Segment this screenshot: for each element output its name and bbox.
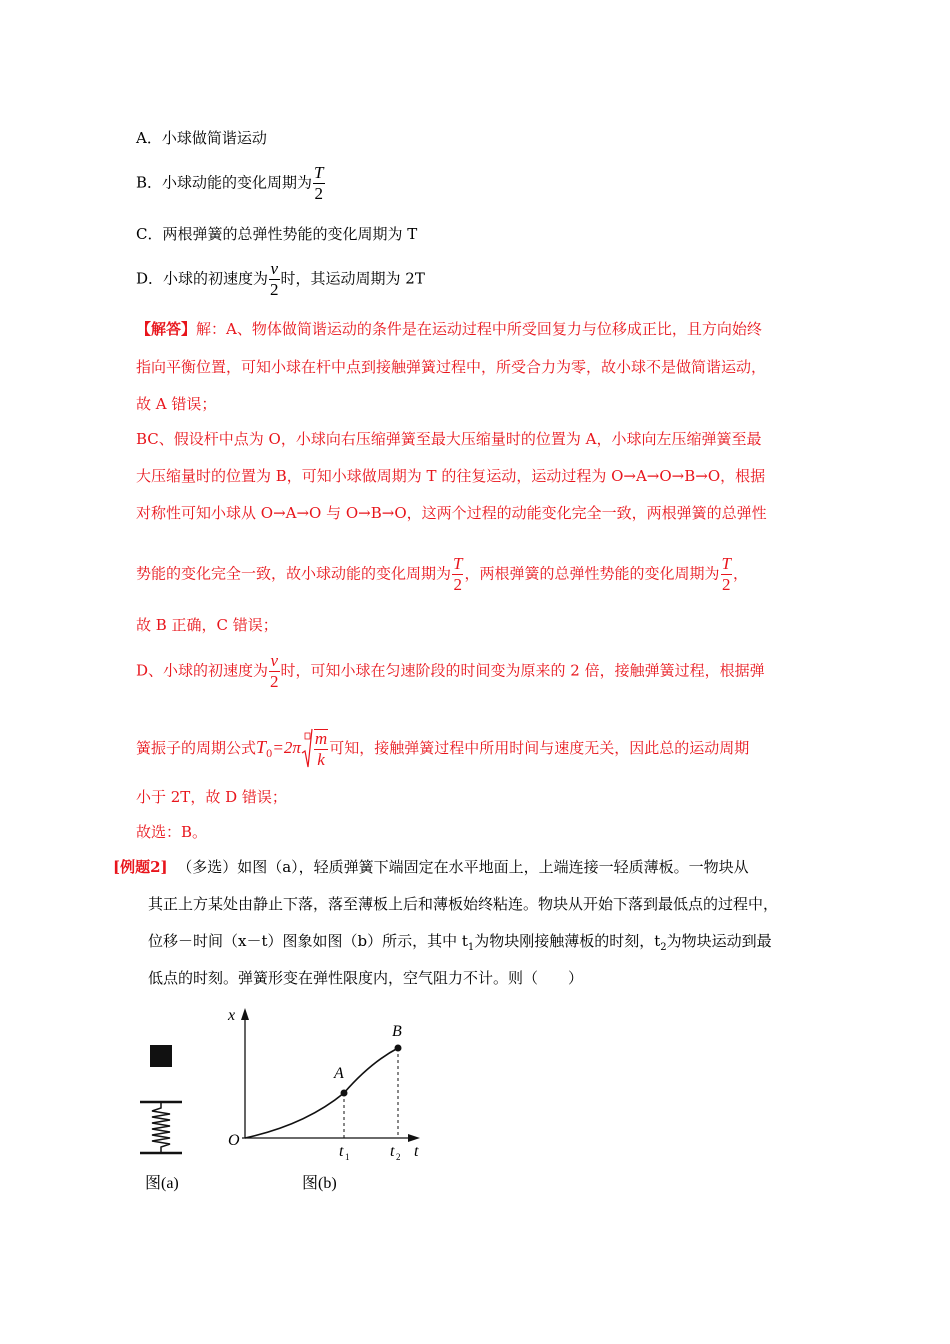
- fraction-t-over-2: [313, 164, 324, 203]
- axis-t-label: t: [414, 1143, 419, 1160]
- answer-text: 簧振子的周期公式: [136, 739, 257, 757]
- formula-eq-2pi: =2π: [272, 738, 301, 757]
- answer-line-1: [136, 319, 762, 339]
- fraction-numerator: m: [314, 729, 328, 748]
- point-b-label: B: [392, 1023, 402, 1040]
- formula-t: T: [256, 737, 267, 757]
- t2-label: t: [390, 1143, 395, 1160]
- answer-line-4: BC、假设杆中点为 O，小球向右压缩弹簧至最大压缩量时的位置为 A，小球向左压缩弹簧至最: [136, 430, 762, 448]
- answer-text: 时，可知小球在匀速阶段的时间变为原来的 2 倍，接触弹簧过程，根据弹: [280, 661, 765, 680]
- fraction-denominator: k: [317, 750, 325, 769]
- answer-line-5: 大压缩量时的位置为 B，可知小球做周期为 T 的往复运动，运动过程为 O→A→O→B→O，根据: [136, 467, 766, 485]
- fraction-denominator: 2: [270, 672, 279, 691]
- answer-line-10: [136, 727, 749, 771]
- answer-line-2: 指向平衡位置，可知小球在杆中点到接触弹簧过程中，所受合力为零，故小球不是做简谐运动，: [136, 358, 767, 376]
- example-text: 位移－时间（x－t）图象如图（b）所示，其中 t: [148, 932, 468, 950]
- t1-subscript: 1: [345, 1152, 350, 1162]
- option-d-suffix: 时，其运动周期为 2T: [280, 269, 425, 288]
- option-b: [136, 164, 326, 203]
- caption-a: 图(a): [145, 1175, 179, 1192]
- t2-subscript: 2: [396, 1152, 401, 1162]
- answer-text: ，: [732, 564, 748, 583]
- example-line-3: [148, 931, 772, 958]
- answer-text: ，两根弹簧的总弹性势能的变化周期为: [464, 564, 720, 583]
- option-d-prefix: D．小球的初速度为: [136, 269, 269, 288]
- option-d: [136, 260, 425, 299]
- example-text: （多选）如图（a），轻质弹簧下端固定在水平地面上，上端连接一轻质薄板。一物块从: [177, 858, 749, 876]
- option-b-text: B．小球动能的变化周期为: [136, 173, 313, 192]
- example-tag: [例题2]: [113, 858, 168, 876]
- sqrt-symbol: [301, 727, 313, 771]
- example-line-4: 低点的时刻。弹簧形变在弹性限度内，空气阻力不计。则（ ）: [148, 969, 584, 987]
- fraction-denominator: 2: [453, 575, 462, 594]
- answer-line-3: 故 A 错误；: [136, 395, 217, 413]
- figure: [130, 1000, 430, 1200]
- answer-line-11: 小于 2T，故 D 错误；: [136, 788, 287, 806]
- fraction-numerator: T: [721, 554, 731, 573]
- fraction-numerator: T: [453, 554, 463, 573]
- point-b-marker: [395, 1045, 402, 1052]
- caption-b: 图(b): [302, 1175, 337, 1192]
- x-t-curve: [245, 1048, 398, 1138]
- block-shape: [150, 1045, 172, 1067]
- answer-text: 解：A、物体做简谐运动的条件是在运动过程中所受回复力与位移成正比，且方向始终: [196, 320, 762, 338]
- x-axis-arrow-icon: [241, 1008, 249, 1020]
- fraction-denominator: 2: [314, 184, 324, 203]
- answer-line-6: 对称性可知小球从 O→A→O 与 O→B→O，这两个过程的动能变化完全一致，两根弹簧的总弹性: [136, 504, 767, 522]
- fraction-t-over-2: [721, 555, 732, 594]
- fraction-v-over-2: [269, 260, 280, 299]
- spring-icon: [140, 1102, 182, 1153]
- fraction-numerator: v: [270, 259, 279, 278]
- answer-line-7: [136, 555, 748, 594]
- point-a-marker: [341, 1090, 348, 1097]
- answer-text: 可知，接触弹簧过程中所用时间与速度无关，因此总的运动周期: [329, 739, 750, 757]
- answer-tag: 【解答】: [136, 320, 197, 338]
- subscript-2: 2: [660, 942, 667, 953]
- example-line-2: 其正上方某处由静止下落，落至薄板上后和薄板始终粘连。物块从开始下落到最低点的过程中，: [148, 895, 779, 913]
- point-a-label: A: [334, 1065, 344, 1082]
- fraction-numerator: v: [270, 651, 279, 670]
- example-text: 为物块运动到最: [666, 932, 772, 950]
- fraction-v-over-2: [269, 652, 280, 691]
- t-axis-arrow-icon: [408, 1134, 420, 1142]
- option-c: C．两根弹簧的总弹性势能的变化周期为 T: [136, 225, 418, 243]
- example-text: 为物块刚接触薄板的时刻，t: [474, 932, 661, 950]
- fraction-t-over-2: [452, 555, 463, 594]
- example-line-1: [113, 857, 749, 877]
- answer-choice: 故选：B。: [136, 823, 208, 841]
- answer-text: D、小球的初速度为: [136, 661, 269, 680]
- option-a: A．小球做简谐运动: [136, 129, 267, 147]
- answer-line-8: 故 B 正确，C 错误；: [136, 616, 278, 634]
- fraction-m-over-k: [314, 729, 328, 769]
- t1-label: t: [339, 1143, 344, 1160]
- origin-label: O: [228, 1132, 240, 1149]
- axis-x-label: x: [228, 1007, 236, 1024]
- formula-subscript: 0: [266, 749, 273, 760]
- answer-line-9: [136, 652, 765, 691]
- subscript-1: 1: [467, 942, 475, 953]
- x-t-graph: [227, 1007, 420, 1162]
- fraction-numerator: T: [314, 163, 324, 182]
- answer-text: 势能的变化完全一致，故小球动能的变化周期为: [136, 564, 452, 583]
- fraction-denominator: 2: [270, 280, 279, 299]
- fraction-denominator: 2: [721, 575, 731, 594]
